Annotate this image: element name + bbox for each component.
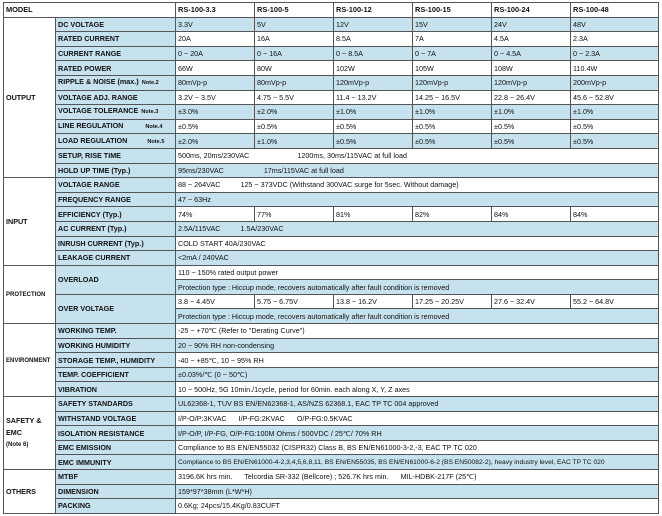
spec-value: 20 ~ 90% RH non-condensing bbox=[176, 338, 659, 353]
spec-label: CURRENT RANGE bbox=[56, 46, 176, 61]
spec-label: LEAKAGE CURRENT bbox=[56, 251, 176, 266]
spec-row-current-range bbox=[4, 46, 659, 61]
spec-value: 13.8 ~ 16.2V bbox=[334, 294, 413, 309]
spec-label: ISOLATION RESISTANCE bbox=[56, 426, 176, 441]
spec-row-rated-current bbox=[4, 32, 659, 47]
spec-label: WORKING HUMIDITY bbox=[56, 338, 176, 353]
spec-value: 200mVp-p bbox=[571, 75, 659, 90]
spec-value: 82% bbox=[413, 207, 492, 222]
spec-value: ±0.5% bbox=[571, 134, 659, 149]
spec-row-efficiency bbox=[4, 207, 659, 222]
spec-value: 0 ~ 4.5A bbox=[492, 46, 571, 61]
spec-value: 3.2V ~ 3.5V bbox=[176, 90, 255, 105]
spec-value: 10 ~ 500Hz, 5G 10min./1cycle, period for 60min. each along X, Y, Z axes bbox=[176, 382, 659, 397]
spec-label: VOLTAGE RANGE bbox=[56, 178, 176, 193]
spec-row-dimension bbox=[4, 484, 659, 499]
spec-row-leakage-current bbox=[4, 251, 659, 266]
spec-label: SAFETY STANDARDS bbox=[56, 397, 176, 412]
spec-value: ±0.5% bbox=[413, 134, 492, 149]
spec-value: 80W bbox=[255, 61, 334, 76]
spec-value: 47 ~ 63Hz bbox=[176, 192, 659, 207]
spec-value: 45.6 ~ 52.8V bbox=[571, 90, 659, 105]
spec-label: EFFICIENCY (Typ.) bbox=[56, 207, 176, 222]
spec-value: 0 ~ 20A bbox=[176, 46, 255, 61]
note-ref: Note.4 bbox=[145, 124, 163, 131]
spec-value: ±0.5% bbox=[176, 119, 255, 134]
spec-value: 105W bbox=[413, 61, 492, 76]
spec-row-overload-a bbox=[4, 265, 659, 280]
spec-row-line-regulation bbox=[4, 119, 659, 134]
spec-value: 55.2 ~ 64.8V bbox=[571, 294, 659, 309]
model-name: RS-100-5 bbox=[255, 3, 334, 18]
category-safety-emc: SAFETY & EMC (Note 6) bbox=[4, 397, 56, 470]
note-ref: Note.3 bbox=[141, 109, 159, 116]
spec-value: 17.25 ~ 20.25V bbox=[413, 294, 492, 309]
spec-value: 3.8 ~ 4.45V bbox=[176, 294, 255, 309]
spec-value: 0 ~ 8.5A bbox=[334, 46, 413, 61]
spec-row-temp-coefficient bbox=[4, 367, 659, 382]
spec-value: 24V bbox=[492, 17, 571, 32]
spec-row-over-voltage-a bbox=[4, 294, 659, 309]
spec-value: 88 ~ 264VAC 125 ~ 373VDC (Withstand 300VAC surge for 5sec. Without damage) bbox=[176, 178, 659, 193]
category-output: OUTPUT bbox=[4, 17, 56, 178]
spec-label: INRUSH CURRENT (Typ.) bbox=[56, 236, 176, 251]
spec-value: 102W bbox=[334, 61, 413, 76]
spec-value: 120mVp-p bbox=[334, 75, 413, 90]
spec-value: 74% bbox=[176, 207, 255, 222]
spec-row-dc-voltage bbox=[4, 17, 659, 32]
spec-value: ±2.0% bbox=[255, 105, 334, 120]
spec-value: 80mVp-p bbox=[176, 75, 255, 90]
spec-value: 3.3V bbox=[176, 17, 255, 32]
spec-value: 0 ~ 7A bbox=[413, 46, 492, 61]
spec-value: ±0.03%/℃ (0 ~ 50℃) bbox=[176, 367, 659, 382]
spec-value: 84% bbox=[571, 207, 659, 222]
spec-value: ±0.5% bbox=[413, 119, 492, 134]
spec-value: 500ms, 20ms/230VAC 1200ms, 30ms/115VAC at full load bbox=[176, 148, 659, 163]
spec-value: <2mA / 240VAC bbox=[176, 251, 659, 266]
spec-value: 81% bbox=[334, 207, 413, 222]
spec-value: Compliance to BS EN/EN55032 (CISPR32) Class B, BS EN/EN61000-3-2,-3, EAC TP TC 020 bbox=[176, 440, 659, 455]
spec-value: 84% bbox=[492, 207, 571, 222]
spec-value: 14.25 ~ 16.5V bbox=[413, 90, 492, 105]
spec-value: 0.6Kg; 24pcs/15.4Kg/0.83CUFT bbox=[176, 499, 659, 514]
spec-row-emc-emission bbox=[4, 440, 659, 455]
spec-value: 8.5A bbox=[334, 32, 413, 47]
note-ref: Note.2 bbox=[141, 80, 159, 87]
spec-value: ±1.0% bbox=[571, 105, 659, 120]
spec-row-ripple-noise bbox=[4, 75, 659, 90]
spec-row-inrush-current bbox=[4, 236, 659, 251]
spec-value: 4.75 ~ 5.5V bbox=[255, 90, 334, 105]
spec-value: 0 ~ 2.3A bbox=[571, 46, 659, 61]
spec-value: 20A bbox=[176, 32, 255, 47]
spec-label: LINE REGULATION Note.4 bbox=[56, 119, 176, 134]
spec-value: Compliance to BS EN/EN61000-4-2,3,4,5,6,8,11, BS EN/EN55035, BS EN/EN61000-6-2 (BS EN50082-2), heavy industry level, EAC TP TC 020 bbox=[176, 455, 659, 470]
spec-value: ±3.0% bbox=[176, 105, 255, 120]
spec-value: ±1.0% bbox=[492, 105, 571, 120]
spec-row-vibration bbox=[4, 382, 659, 397]
category-input: INPUT bbox=[4, 178, 56, 266]
spec-row-packing bbox=[4, 499, 659, 514]
category-protection: PROTECTION bbox=[4, 265, 56, 323]
spec-value: 5V bbox=[255, 17, 334, 32]
spec-label: LOAD REGULATION Note.5 bbox=[56, 134, 176, 149]
spec-value: -25 ~ +70℃ (Refer to "Derating Curve") bbox=[176, 324, 659, 339]
spec-value: ±0.5% bbox=[255, 119, 334, 134]
spec-value: ±0.5% bbox=[571, 119, 659, 134]
spec-value: 66W bbox=[176, 61, 255, 76]
spec-value: 95ms/230VAC 17ms/115VAC at full load bbox=[176, 163, 659, 178]
spec-value: 15V bbox=[413, 17, 492, 32]
spec-label: EMC EMISSION bbox=[56, 440, 176, 455]
spec-value: ±0.5% bbox=[334, 119, 413, 134]
spec-row-ac-current bbox=[4, 221, 659, 236]
spec-row-voltage-tolerance bbox=[4, 105, 659, 120]
spec-value: 11.4 ~ 13.2V bbox=[334, 90, 413, 105]
spec-value: 12V bbox=[334, 17, 413, 32]
spec-label: TEMP. COEFFICIENT bbox=[56, 367, 176, 382]
spec-row-load-regulation bbox=[4, 134, 659, 149]
spec-value: Protection type : Hiccup mode, recovers automatically after fault condition is removed bbox=[176, 280, 659, 295]
spec-label: MTBF bbox=[56, 470, 176, 485]
category-others: OTHERS bbox=[4, 470, 56, 514]
model-name: RS-100-24 bbox=[492, 3, 571, 18]
spec-label: SETUP, RISE TIME bbox=[56, 148, 176, 163]
spec-row-rated-power bbox=[4, 61, 659, 76]
model-label: MODEL bbox=[4, 3, 176, 18]
spec-row-working-temp bbox=[4, 324, 659, 339]
spec-label: WITHSTAND VOLTAGE bbox=[56, 411, 176, 426]
spec-value: ±0.5% bbox=[492, 119, 571, 134]
spec-label: VOLTAGE TOLERANCE Note.3 bbox=[56, 105, 176, 120]
spec-value: ±1.0% bbox=[334, 105, 413, 120]
spec-row-withstand bbox=[4, 411, 659, 426]
model-name: RS-100-12 bbox=[334, 3, 413, 18]
spec-value: 77% bbox=[255, 207, 334, 222]
spec-value: 22.8 ~ 26.4V bbox=[492, 90, 571, 105]
spec-table bbox=[3, 2, 659, 514]
spec-label: PACKING bbox=[56, 499, 176, 514]
spec-value: 5.75 ~ 6.75V bbox=[255, 294, 334, 309]
spec-value: UL62368-1, TUV BS EN/EN62368-1, AS/NZS 62368.1, EAC TP TC 004 approved bbox=[176, 397, 659, 412]
spec-row-isolation bbox=[4, 426, 659, 441]
spec-row-frequency-range bbox=[4, 192, 659, 207]
spec-value: ±1.0% bbox=[413, 105, 492, 120]
spec-row-mtbf bbox=[4, 470, 659, 485]
spec-value: 110.4W bbox=[571, 61, 659, 76]
spec-value: I/P-O/P, I/P-FG, O/P-FG:100M Ohms / 500VDC / 25℃/ 70% RH bbox=[176, 426, 659, 441]
spec-label: AC CURRENT (Typ.) bbox=[56, 221, 176, 236]
spec-label: FREQUENCY RANGE bbox=[56, 192, 176, 207]
model-header-row bbox=[4, 3, 659, 18]
spec-label: RIPPLE & NOISE (max.) Note.2 bbox=[56, 75, 176, 90]
spec-value: Protection type : Hiccup mode, recovers automatically after fault condition is removed bbox=[176, 309, 659, 324]
spec-value: COLD START 40A/230VAC bbox=[176, 236, 659, 251]
category-environment: ENVIRONMENT bbox=[4, 324, 56, 397]
spec-value: ±1.0% bbox=[255, 134, 334, 149]
spec-value: 3196.6K hrs min. Telcordia SR-332 (Bellcore) ; 526.7K hrs min. MIL-HDBK-217F (25℃) bbox=[176, 470, 659, 485]
spec-value: 27.6 ~ 32.4V bbox=[492, 294, 571, 309]
spec-value: 120mVp-p bbox=[413, 75, 492, 90]
spec-label: RATED CURRENT bbox=[56, 32, 176, 47]
spec-value: ±0.5% bbox=[334, 134, 413, 149]
spec-label: OVERLOAD bbox=[56, 265, 176, 294]
spec-label: HOLD UP TIME (Typ.) bbox=[56, 163, 176, 178]
spec-value: 120mVp-p bbox=[492, 75, 571, 90]
spec-row-voltage-adj bbox=[4, 90, 659, 105]
spec-label: DC VOLTAGE bbox=[56, 17, 176, 32]
spec-row-working-humidity bbox=[4, 338, 659, 353]
model-name: RS-100-48 bbox=[571, 3, 659, 18]
spec-value: 48V bbox=[571, 17, 659, 32]
spec-label: STORAGE TEMP., HUMIDITY bbox=[56, 353, 176, 368]
spec-value: 4.5A bbox=[492, 32, 571, 47]
spec-row-setup-rise bbox=[4, 148, 659, 163]
spec-row-voltage-range bbox=[4, 178, 659, 193]
spec-label: RATED POWER bbox=[56, 61, 176, 76]
spec-value: ±0.5% bbox=[492, 134, 571, 149]
note-ref: Note.5 bbox=[147, 138, 165, 145]
spec-row-emc-immunity bbox=[4, 455, 659, 470]
spec-row-safety-standards bbox=[4, 397, 659, 412]
spec-label: WORKING TEMP. bbox=[56, 324, 176, 339]
spec-value: 108W bbox=[492, 61, 571, 76]
spec-row-storage bbox=[4, 353, 659, 368]
spec-value: 2.3A bbox=[571, 32, 659, 47]
spec-label: DIMENSION bbox=[56, 484, 176, 499]
spec-label: VOLTAGE ADJ. RANGE bbox=[56, 90, 176, 105]
spec-value: ±2.0% bbox=[176, 134, 255, 149]
spec-value: 0 ~ 16A bbox=[255, 46, 334, 61]
spec-value: -40 ~ +85℃, 10 ~ 95% RH bbox=[176, 353, 659, 368]
spec-row-hold-up bbox=[4, 163, 659, 178]
model-name: RS-100-15 bbox=[413, 3, 492, 18]
model-name: RS-100-3.3 bbox=[176, 3, 255, 18]
spec-value: 16A bbox=[255, 32, 334, 47]
spec-value: 159*97*38mm (L*W*H) bbox=[176, 484, 659, 499]
spec-value: 7A bbox=[413, 32, 492, 47]
spec-label: VIBRATION bbox=[56, 382, 176, 397]
spec-value: 2.5A/115VAC 1.5A/230VAC bbox=[176, 221, 659, 236]
spec-label: OVER VOLTAGE bbox=[56, 294, 176, 323]
spec-value: I/P-O/P:3KVAC I/P-FG:2KVAC O/P-FG:0.5KVAC bbox=[176, 411, 659, 426]
spec-value: 110 ~ 150% rated output power bbox=[176, 265, 659, 280]
spec-value: 80mVp-p bbox=[255, 75, 334, 90]
spec-label: EMC IMMUNITY bbox=[56, 455, 176, 470]
